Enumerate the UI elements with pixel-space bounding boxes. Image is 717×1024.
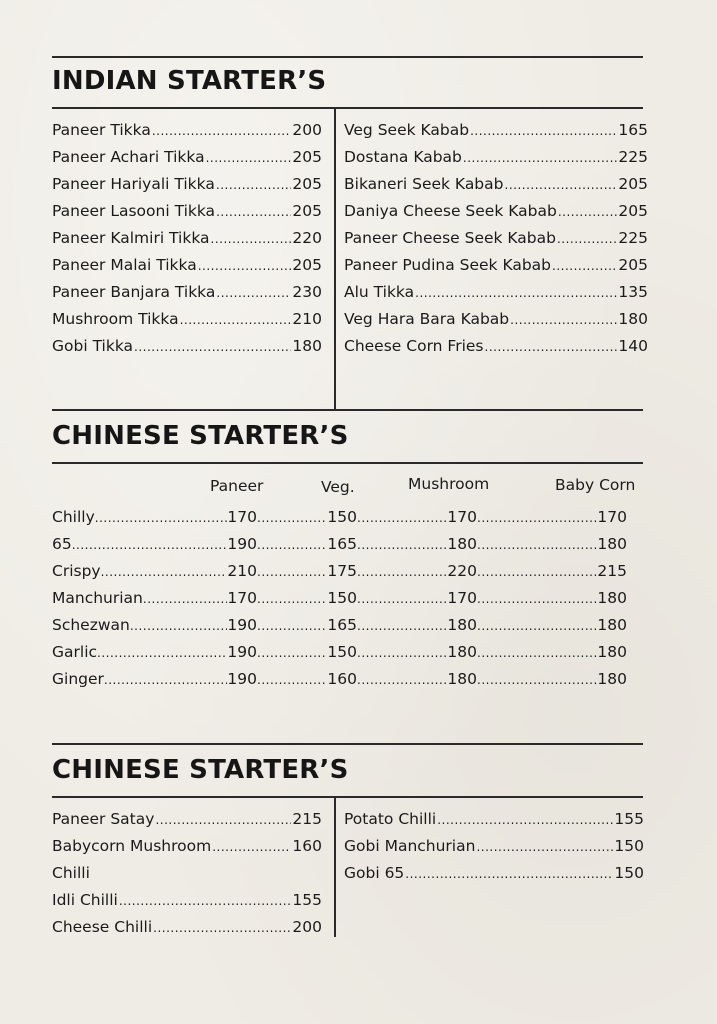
menu-item-price: 150 — [614, 837, 644, 855]
price-cell — [357, 589, 477, 607]
dot-leader — [216, 286, 291, 300]
menu-item-name: Daniya Cheese Seek Kabab — [344, 202, 557, 220]
price-cell — [357, 616, 477, 634]
price-cell — [257, 562, 357, 580]
dot-leader — [155, 813, 291, 827]
menu-item — [344, 256, 648, 283]
menu-item — [344, 121, 648, 148]
row-name-cell — [52, 535, 257, 553]
dot-leader — [97, 646, 227, 660]
dot-leader — [357, 592, 447, 606]
menu-item-price: 135 — [618, 283, 648, 301]
menu-item-price: 155 — [614, 810, 644, 828]
menu-item — [344, 337, 648, 364]
menu-item-price: 200 — [292, 121, 322, 139]
chinese2-column-divider — [334, 797, 336, 937]
dot-leader — [357, 673, 447, 687]
indian-right-list — [344, 121, 648, 364]
dot-leader — [477, 538, 597, 552]
table-row — [52, 508, 650, 535]
price-cell — [357, 562, 477, 580]
menu-item — [52, 256, 322, 283]
price-mushroom: 180 — [447, 535, 477, 553]
indian-left-list — [52, 121, 322, 364]
dot-leader — [257, 538, 327, 552]
dot-leader — [357, 565, 447, 579]
dot-leader — [152, 124, 292, 138]
dish-name: 65 — [52, 535, 72, 553]
dot-leader — [257, 511, 327, 525]
indian-column-divider — [334, 108, 336, 410]
dot-leader — [180, 313, 292, 327]
menu-item-name: Paneer Tikka — [52, 121, 151, 139]
price-cell — [477, 616, 627, 634]
dot-leader — [505, 178, 618, 192]
menu-item — [52, 810, 322, 837]
menu-item-price: 210 — [292, 310, 322, 328]
dot-leader — [130, 619, 228, 633]
price-veg: 150 — [327, 589, 357, 607]
menu-item-name: Mushroom Tikka — [52, 310, 179, 328]
price-cell — [477, 643, 627, 661]
menu-item-price: 205 — [618, 175, 648, 193]
chinese2-left-list — [52, 810, 322, 945]
price-cell — [257, 535, 357, 553]
dot-leader — [558, 205, 618, 219]
price-paneer: 190 — [227, 535, 257, 553]
top-divider — [52, 56, 643, 58]
menu-item-name: Gobi 65 — [344, 864, 405, 882]
dot-leader — [470, 124, 617, 138]
dot-leader — [153, 921, 291, 935]
dot-leader — [134, 340, 291, 354]
menu-item — [52, 310, 322, 337]
menu-item — [344, 202, 648, 229]
chinese2-title-divider — [52, 796, 643, 798]
row-name-cell — [52, 589, 257, 607]
price-baby-corn: 180 — [597, 589, 627, 607]
dot-leader — [216, 205, 291, 219]
dot-leader — [104, 673, 228, 687]
price-cell — [257, 616, 357, 634]
menu-item-price: 140 — [618, 337, 648, 355]
dish-name: Manchurian — [52, 589, 143, 607]
menu-item-name: Veg Hara Bara Kabab — [344, 310, 510, 328]
price-mushroom: 170 — [447, 589, 477, 607]
price-mushroom: 180 — [447, 643, 477, 661]
dish-name: Ginger — [52, 670, 104, 688]
dot-leader — [257, 565, 327, 579]
menu-item-price: 215 — [292, 810, 322, 828]
price-baby-corn: 170 — [597, 508, 627, 526]
chinese2-right-list — [344, 810, 644, 891]
price-mushroom: 180 — [447, 670, 477, 688]
menu-item-name: Paneer Cheese Seek Kabab — [344, 229, 556, 247]
menu-item-price: 220 — [292, 229, 322, 247]
menu-item — [52, 229, 322, 256]
dot-leader — [357, 646, 447, 660]
menu-item — [344, 148, 648, 175]
menu-item-price: 160 — [292, 837, 322, 855]
menu-item-name: Veg Seek Kabab — [344, 121, 470, 139]
menu-item — [344, 864, 644, 891]
chinese-price-table — [52, 508, 650, 697]
price-paneer: 190 — [227, 670, 257, 688]
menu-item — [344, 310, 648, 337]
table-row — [52, 589, 650, 616]
menu-item — [52, 121, 322, 148]
price-paneer: 190 — [227, 616, 257, 634]
menu-item-price: 225 — [618, 148, 648, 166]
dot-leader — [357, 538, 447, 552]
menu-item — [344, 175, 648, 202]
menu-item-price: 205 — [292, 202, 322, 220]
dot-leader — [257, 646, 327, 660]
chinese-starters-title-2: CHINESE STARTER’S — [52, 755, 349, 785]
menu-item-price: 180 — [618, 310, 648, 328]
menu-item-name: Paneer Achari Tikka — [52, 148, 205, 166]
price-mushroom: 220 — [447, 562, 477, 580]
dot-leader — [463, 151, 618, 165]
dot-leader — [477, 565, 597, 579]
price-baby-corn: 180 — [597, 535, 627, 553]
table-row — [52, 562, 650, 589]
price-veg: 150 — [327, 643, 357, 661]
header-mushroom: Mushroom — [408, 475, 490, 493]
dot-leader — [485, 340, 618, 354]
dot-leader — [476, 840, 613, 854]
dot-leader — [510, 313, 617, 327]
dot-leader — [198, 259, 292, 273]
price-mushroom: 170 — [447, 508, 477, 526]
menu-item-price: 200 — [292, 918, 322, 936]
menu-item-name: Alu Tikka — [344, 283, 415, 301]
menu-item — [52, 837, 322, 864]
price-paneer: 210 — [227, 562, 257, 580]
dot-leader — [477, 592, 597, 606]
price-paneer: 190 — [227, 643, 257, 661]
price-veg: 150 — [327, 508, 357, 526]
menu-item — [52, 337, 322, 364]
menu-item-name: Gobi Tikka — [52, 337, 134, 355]
menu-item-name: Cheese Corn Fries — [344, 337, 484, 355]
price-cell — [477, 508, 627, 526]
menu-item-name: Dostana Kabab — [344, 148, 462, 166]
menu-item-name: Paneer Hariyali Tikka — [52, 175, 215, 193]
dot-leader — [552, 259, 617, 273]
price-veg: 165 — [327, 616, 357, 634]
price-baby-corn: 180 — [597, 643, 627, 661]
dot-leader — [216, 178, 292, 192]
price-veg: 160 — [327, 670, 357, 688]
row-name-cell — [52, 562, 257, 580]
dot-leader — [95, 511, 228, 525]
menu-item-price: 230 — [292, 283, 322, 301]
price-cell — [477, 562, 627, 580]
menu-item — [52, 175, 322, 202]
dot-leader — [257, 619, 327, 633]
price-mushroom: 180 — [447, 616, 477, 634]
dot-leader — [437, 813, 613, 827]
dot-leader — [212, 840, 291, 854]
dot-leader — [415, 286, 617, 300]
header-paneer: Paneer — [210, 477, 264, 495]
price-cell — [257, 508, 357, 526]
dish-name: Crispy — [52, 562, 101, 580]
menu-item-price: 205 — [292, 175, 322, 193]
menu-item — [344, 810, 644, 837]
dot-leader — [143, 592, 228, 606]
menu-item-name: Paneer Banjara Tikka — [52, 283, 216, 301]
table-row — [52, 616, 650, 643]
dot-leader — [119, 894, 292, 908]
menu-item-name: Paneer Malai Tikka — [52, 256, 197, 274]
price-cell — [477, 535, 627, 553]
indian-starters-title: INDIAN STARTER’S — [52, 66, 327, 96]
menu-item-price: 205 — [292, 148, 322, 166]
dot-leader — [257, 673, 327, 687]
dot-leader — [72, 538, 228, 552]
table-row — [52, 643, 650, 670]
price-veg: 175 — [327, 562, 357, 580]
table-row — [52, 535, 650, 562]
menu-item — [52, 202, 322, 229]
menu-item-price: 205 — [618, 202, 648, 220]
price-cell — [477, 670, 627, 688]
indian-bottom-divider — [52, 409, 643, 411]
price-baby-corn: 180 — [597, 670, 627, 688]
menu-item-name: Babycorn Mushroom — [52, 837, 212, 855]
row-name-cell — [52, 643, 257, 661]
menu-item — [344, 837, 644, 864]
dot-leader — [357, 511, 447, 525]
menu-item-price: 150 — [614, 864, 644, 882]
menu-item — [52, 148, 322, 175]
menu-item-price: 165 — [618, 121, 648, 139]
menu-item-name: Gobi Manchurian — [344, 837, 476, 855]
menu-item-price: 180 — [292, 337, 322, 355]
menu-item — [52, 891, 322, 918]
menu-item-name: Idli Chilli — [52, 891, 118, 909]
price-paneer: 170 — [227, 589, 257, 607]
dish-name: Chilly — [52, 508, 95, 526]
dot-leader — [557, 232, 617, 246]
dot-leader — [477, 673, 597, 687]
dish-name: Garlic — [52, 643, 98, 661]
menu-item — [344, 283, 648, 310]
menu-item-price: 225 — [618, 229, 648, 247]
price-cell — [257, 670, 357, 688]
menu-item — [344, 229, 648, 256]
table-row — [52, 670, 650, 697]
menu-item-price: 205 — [292, 256, 322, 274]
menu-item-name: Potato Chilli — [344, 810, 437, 828]
row-name-cell — [52, 670, 257, 688]
price-cell — [357, 643, 477, 661]
dot-leader — [257, 592, 327, 606]
chinese-starters-title: CHINESE STARTER’S — [52, 421, 349, 451]
dot-leader — [357, 619, 447, 633]
indian-title-divider — [52, 107, 643, 109]
header-baby-corn: Baby Corn — [555, 476, 636, 494]
menu-item — [52, 918, 322, 945]
menu-item — [52, 864, 322, 891]
dot-leader — [101, 565, 228, 579]
menu-item-price: 155 — [292, 891, 322, 909]
chinese2-top-divider — [52, 743, 643, 745]
dot-leader — [477, 646, 597, 660]
menu-item-price: 205 — [618, 256, 648, 274]
row-name-cell — [52, 616, 257, 634]
menu-item-name: Cheese Chilli — [52, 918, 153, 936]
menu-item-name: Bikaneri Seek Kabab — [344, 175, 504, 193]
dot-leader — [206, 151, 292, 165]
menu-item — [52, 283, 322, 310]
price-cell — [257, 643, 357, 661]
menu-item-name: Paneer Lasooni Tikka — [52, 202, 216, 220]
price-cell — [357, 508, 477, 526]
price-cell — [357, 670, 477, 688]
menu-item-name: Paneer Satay — [52, 810, 155, 828]
price-paneer: 170 — [227, 508, 257, 526]
dot-leader — [477, 619, 597, 633]
chinese-title-divider — [52, 462, 643, 464]
price-cell — [257, 589, 357, 607]
header-veg: Veg. — [321, 478, 355, 496]
dot-leader — [211, 232, 292, 246]
price-cell — [477, 589, 627, 607]
menu-item-name: Paneer Kalmiri Tikka — [52, 229, 210, 247]
menu-item-name: Chilli — [52, 864, 90, 882]
price-cell — [357, 535, 477, 553]
price-veg: 165 — [327, 535, 357, 553]
dot-leader — [477, 511, 597, 525]
dish-name: Schezwan — [52, 616, 130, 634]
price-baby-corn: 180 — [597, 616, 627, 634]
price-baby-corn: 215 — [597, 562, 627, 580]
menu-item-name: Paneer Pudina Seek Kabab — [344, 256, 552, 274]
row-name-cell — [52, 508, 257, 526]
dot-leader — [405, 867, 613, 881]
